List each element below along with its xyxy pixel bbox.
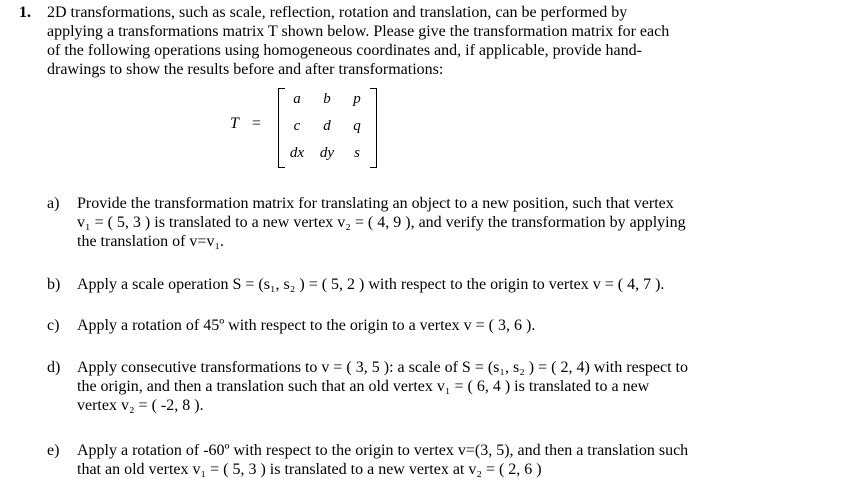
matrix-cell: q (353, 118, 361, 134)
sub-question-label: c) (47, 317, 60, 334)
matrix-name: T (230, 115, 239, 132)
sub-question-label: b) (47, 276, 61, 293)
question-intro (47, 3, 837, 79)
matrix-cell: s (354, 145, 360, 161)
intro-line: of the following operations using homogeneous coordinates and, if applicable, provide hand- (47, 42, 642, 59)
matrix-cell: b (323, 91, 331, 107)
sub-question-line: Apply a rotation of 45º with respect to the origin to a vertex v = ( 3, 6 ). (77, 317, 536, 334)
question-number: 1. (19, 4, 31, 21)
sub-question-line: v₁ = ( 5, 3 ) is translated to a new vertex v₂ = ( 4, 9 ), and verify the transformation by applying (77, 214, 686, 231)
matrix-cell: p (353, 91, 361, 107)
sub-question-line: Apply a scale operation S = (s₁, s₂ ) = ( 5, 2 ) with respect to the origin to vertex v = ( 4, 7 ). (77, 276, 665, 293)
transformation-matrix (230, 86, 400, 170)
intro-line: drawings to show the results before and after transformations: (47, 61, 444, 78)
matrix-equals: = (252, 115, 262, 132)
sub-question-line: Apply consecutive transformations to v = ( 3, 5 ): a scale of S = (s₁, s₂ ) = ( 2, 4) with respect to (77, 359, 688, 376)
matrix-cell: dx (289, 145, 305, 161)
sub-question-label: a) (47, 195, 60, 212)
sub-question-line: Apply a rotation of -60º with respect to the origin to vertex v=(3, 5), and then a translation such (77, 442, 689, 459)
matrix-cell: a (293, 91, 301, 107)
sub-question-line: the translation of v=v₁. (77, 233, 225, 250)
sub-question-line: the origin, and then a translation such that an old vertex v₁ = ( 6, 4 ) is translated to a new (77, 378, 650, 395)
sub-question-line: that an old vertex v₁ = ( 5, 3 ) is translated to a new vertex at v₂ = ( 2, 6 ) (77, 461, 542, 478)
sub-question-line: Provide the transformation matrix for translating an object to a new position, such that vertex (77, 195, 674, 212)
sub-question-label: d) (47, 359, 61, 376)
intro-line: 2D transformations, such as scale, reflection, rotation and translation, can be performed by (47, 4, 628, 21)
matrix-cell: c (293, 118, 301, 134)
matrix-cell: d (323, 118, 331, 134)
sub-question-label: e) (47, 442, 60, 459)
intro-line: applying a transformations matrix T shown below. Please give the transformation matrix for each (47, 23, 670, 40)
matrix-cell: dy (319, 145, 335, 161)
sub-question-line: vertex v₂ = ( -2, 8 ). (77, 397, 204, 414)
